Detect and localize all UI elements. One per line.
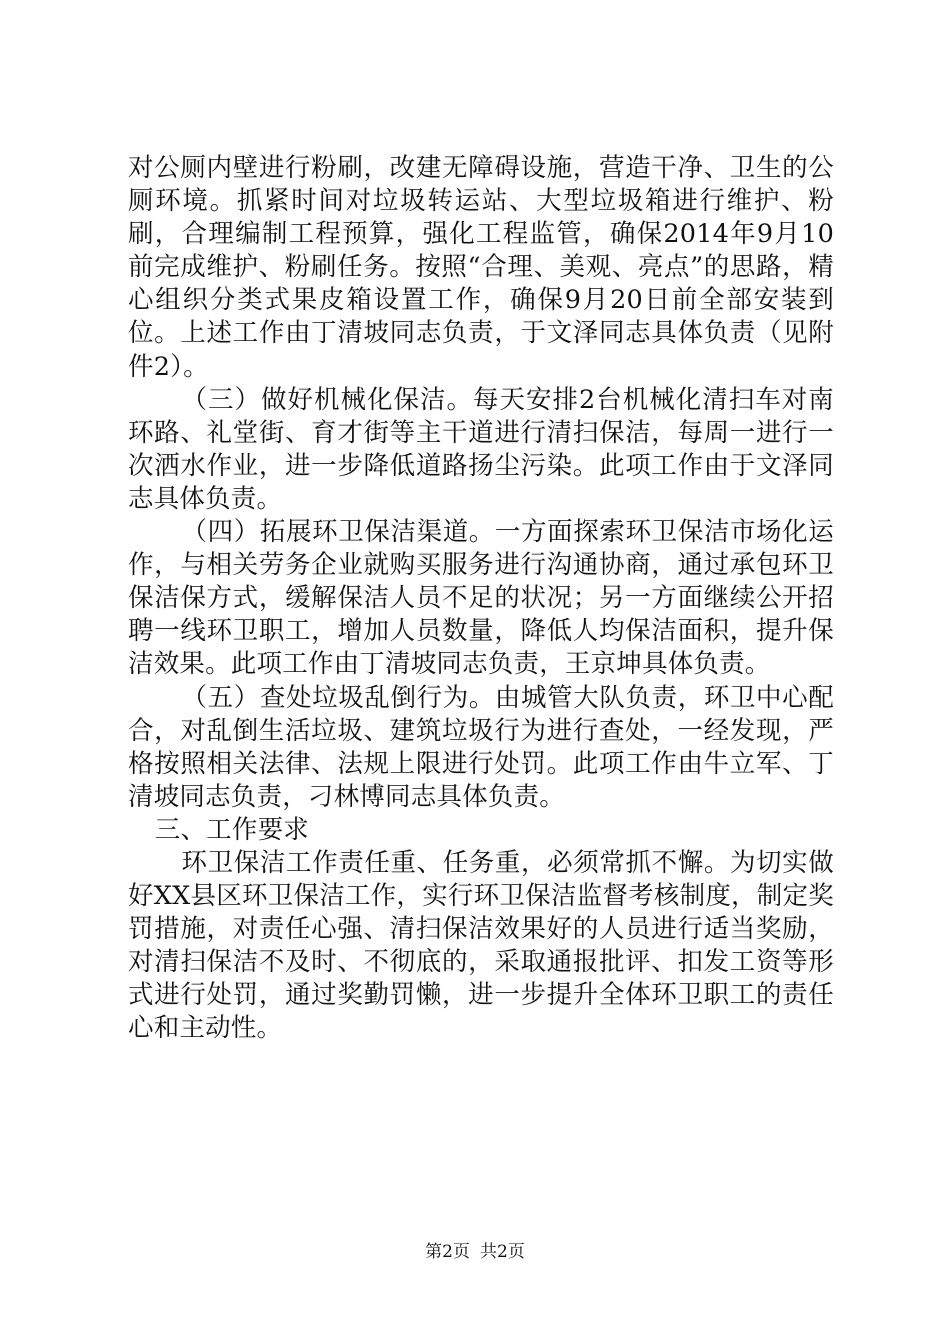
paragraph-work-requirements: 环卫保洁工作责任重、任务重，必须常抓不懈。为切实做好XX县区环卫保洁工作，实行环卫保洁监督考核制度，制定奖罚措施，对责任心强、清扫保洁效果好的人员进行适当奖励，对清扫保洁不及时、不彻底的，采取通报批评、扣发工资等形式进行处罚，通过奖勤罚懒，进一步提升全体环卫职工的责任心和主动性。 <box>128 847 834 1044</box>
paragraph-expand-channels: （四）拓展环卫保洁渠道。一方面探索环卫保洁市场化运作，与相关劳务企业就购买服务进行沟通协商，通过承包环卫保洁保方式，缓解保洁人员不足的状况；另一方面继续公开招聘一线环卫职工，增加人员数量，降低人均保洁面积，提升保洁效果。此项工作由丁清坡同志负责，王京坤具体负责。 <box>128 517 834 680</box>
page-total: 共2页 <box>480 1242 525 1262</box>
paragraph-garbage-dumping: （五）查处垃圾乱倒行为。由城管大队负责，环卫中心配合，对乱倒生活垃圾、建筑垃圾行为进行查处，一经发现，严格按照相关法律、法规上限进行处罚。此项工作由牛立军、丁清坡同志负责，刁林博同志具体负责。 <box>128 682 834 812</box>
document-body <box>128 152 834 1046</box>
page-footer <box>0 1241 950 1263</box>
page-number: 第2页 <box>425 1242 470 1262</box>
section-heading: 三、工作要求 <box>154 814 309 845</box>
paragraph-mechanized-cleaning: （三）做好机械化保洁。每天安排2台机械化清扫车对南环路、礼堂街、育才街等主干道进行清扫保洁，每周一进行一次洒水作业，进一步降低道路扬尘污染。此项工作由于文泽同志具体负责。 <box>128 384 834 514</box>
paragraph-continuation: 对公厕内壁进行粉刷，改建无障碍设施，营造干净、卫生的公厕环境。抓紧时间对垃圾转运站、大型垃圾箱进行维护、粉刷，合理编制工程预算，强化工程监管，确保2014年9月10前完成维护、粉刷任务。按照“合理、美观、亮点”的思路，精心组织分类式果皮箱设置工作，确保9月20日前全部安装到位。上述工作由丁清坡同志负责，于文泽同志具体负责（见附件2）。 <box>128 153 834 382</box>
